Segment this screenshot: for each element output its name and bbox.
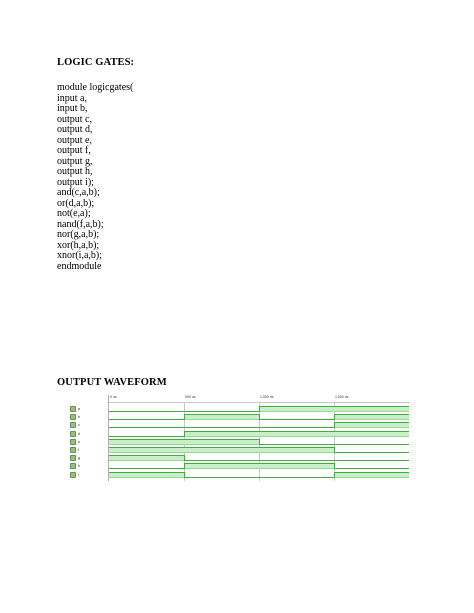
signal-row-g[interactable] — [65, 454, 80, 462]
wave-segment-low — [259, 414, 334, 420]
wave-segment-high — [259, 406, 334, 412]
wave-segment-low — [109, 422, 184, 428]
wave-segment-high — [334, 414, 409, 420]
signal-icon — [70, 414, 76, 420]
wave-transition-edge — [184, 431, 185, 437]
wave-segment-low — [334, 439, 409, 445]
wave-transition-edge — [334, 447, 335, 453]
signal-row-c[interactable] — [65, 421, 80, 429]
code-line: output i); — [57, 176, 94, 188]
signal-icon — [70, 447, 76, 453]
signal-row-i[interactable] — [65, 471, 79, 479]
waveform-plot-area — [108, 395, 409, 481]
wave-segment-high — [259, 447, 334, 453]
code-line: output e, — [57, 134, 92, 146]
wave-segment-high — [334, 472, 409, 478]
wave-segment-high — [184, 439, 259, 445]
wave-segment-high — [334, 422, 409, 428]
signal-name: d — [78, 431, 80, 436]
wave-segment-high — [184, 431, 259, 437]
signal-icon — [70, 439, 76, 445]
wave-transition-edge — [334, 422, 335, 428]
signal-icon — [70, 406, 76, 412]
wave-transition-edge — [334, 472, 335, 478]
code-line: input b, — [57, 103, 88, 114]
wave-segment-low — [334, 463, 409, 469]
signal-name: b — [78, 415, 80, 420]
time-tick-label: 500 ns — [185, 395, 196, 399]
code-line: nor(g,a,b); — [57, 229, 100, 240]
wave-segment-low — [259, 422, 334, 428]
code-line: output c, — [57, 113, 92, 125]
time-tick-label: 1,500 ns — [335, 395, 349, 399]
wave-segment-high — [259, 463, 334, 469]
wave-segment-low — [334, 455, 409, 461]
wave-segment-high — [109, 472, 184, 478]
wave-transition-edge — [334, 414, 335, 420]
code-line: xnor(i,a,b); — [57, 250, 102, 261]
signal-name: g — [78, 456, 80, 461]
wave-transition-edge — [184, 472, 185, 478]
wave-segment-low — [184, 422, 259, 428]
signal-icon — [70, 431, 76, 437]
time-tick-label: 1,000 ns — [260, 395, 274, 399]
code-line: output g, — [57, 155, 93, 167]
wave-segment-low — [109, 431, 184, 437]
signal-name-column — [65, 395, 107, 481]
signal-row-e[interactable] — [65, 438, 80, 446]
wave-transition-edge — [259, 439, 260, 445]
time-tick-label: 0 ns — [110, 395, 117, 399]
signal-row-a[interactable] — [65, 405, 80, 413]
section-heading-output-waveform: OUTPUT WAVEFORM — [57, 377, 167, 388]
wave-segment-low — [259, 472, 334, 478]
code-line: module logicgates( — [57, 82, 134, 93]
signal-icon — [70, 422, 76, 428]
signal-icon — [70, 472, 76, 478]
verilog-code-block — [57, 83, 133, 272]
wave-segment-low — [184, 406, 259, 412]
signal-name: a — [78, 407, 80, 411]
code-line: input a, — [57, 92, 87, 104]
section-heading-logic-gates: LOGIC GATES: — [57, 57, 135, 68]
wave-segment-high — [184, 447, 259, 453]
wave-segment-low — [259, 455, 334, 461]
wave-segment-high — [109, 447, 184, 453]
code-line: and(c,a,b); — [57, 187, 100, 198]
signal-icon — [70, 463, 76, 469]
signal-icon — [70, 455, 76, 461]
code-line: output d, — [57, 124, 93, 135]
wave-segment-low — [109, 414, 184, 420]
signal-row-h[interactable] — [65, 462, 80, 470]
wave-segment-low — [334, 447, 409, 453]
wave-segment-high — [109, 455, 184, 461]
wave-segment-high — [259, 431, 334, 437]
wave-segment-high — [334, 431, 409, 437]
wave-transition-edge — [184, 455, 185, 461]
wave-segment-high — [184, 463, 259, 469]
code-line: nand(f,a,b); — [57, 218, 104, 230]
code-line: output h, — [57, 166, 93, 177]
wave-segment-high — [334, 406, 409, 412]
wave-segment-low — [259, 439, 334, 445]
code-line: output f, — [57, 145, 91, 156]
wave-segment-low — [109, 406, 184, 412]
wave-segment-high — [109, 439, 184, 445]
code-line: or(d,a,b); — [57, 197, 95, 209]
wave-segment-low — [184, 455, 259, 461]
signal-name: f — [78, 448, 79, 452]
signal-row-d[interactable] — [65, 430, 80, 438]
signal-row-f[interactable] — [65, 446, 79, 454]
wave-segment-low — [184, 472, 259, 478]
code-line: xor(h,a,b); — [57, 239, 100, 251]
code-line: endmodule — [57, 260, 102, 272]
signal-row-b[interactable] — [65, 413, 80, 421]
signal-name: i — [78, 472, 79, 477]
waveform-viewer — [65, 395, 408, 481]
signal-name: h — [78, 464, 80, 469]
signal-name: c — [78, 423, 80, 428]
wave-segment-low — [109, 463, 184, 469]
wave-transition-edge — [334, 463, 335, 469]
wave-transition-edge — [184, 414, 185, 420]
wave-segment-high — [184, 414, 259, 420]
wave-transition-edge — [259, 414, 260, 420]
signal-name: e — [78, 439, 80, 444]
wave-transition-edge — [259, 406, 260, 412]
wave-transition-edge — [184, 463, 185, 469]
code-line: not(e,a); — [57, 208, 91, 219]
